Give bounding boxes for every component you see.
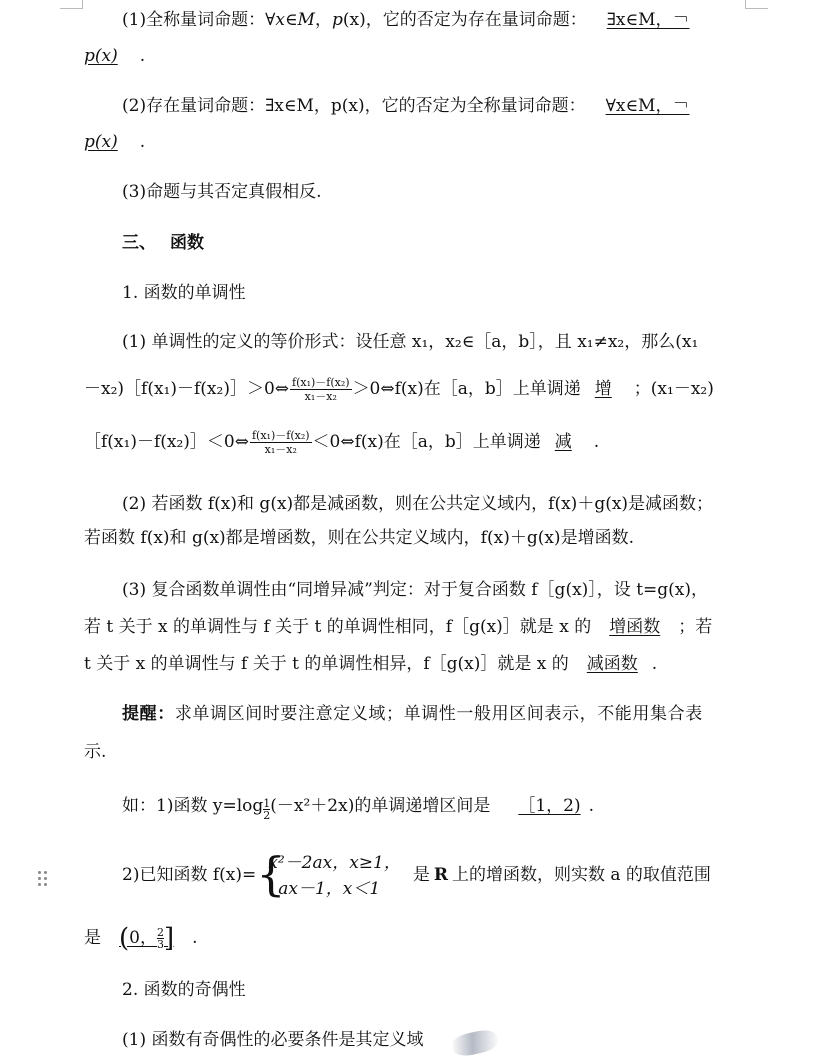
mono1-line-2	[84, 375, 748, 403]
p2-text-a: (2)存在量词命题：∃x∈M，p(x)，它的否定为全称量词命题：	[122, 96, 586, 116]
drag-handle-icon[interactable]	[38, 871, 50, 889]
ex2-answer	[101, 923, 192, 954]
ex1-answer: ［1，2)	[518, 796, 581, 816]
mono3-line-3	[84, 650, 748, 678]
paragraph-2-line-1	[122, 92, 748, 120]
answer-increasing: 增	[594, 379, 612, 399]
frac-denominator-2: x₁－x₂	[264, 443, 297, 456]
p1-answer-line-1: ∃x∈M，￢	[606, 10, 690, 30]
mono1-l3-a: ［f(x₁)－f(x₂)］＜0⇔	[84, 432, 249, 452]
difference-quotient-fraction	[290, 376, 352, 403]
answer-increasing-function: 增函数	[609, 617, 661, 637]
p2-answer-line-1: ∀x∈M，￢	[605, 96, 690, 116]
p1-px-arg: (x)	[342, 10, 366, 30]
frac-numerator: f(x₁)－f(x₂)	[292, 376, 350, 389]
section-number: 三、	[122, 233, 156, 253]
mono1-l2-b: ＞0⇔f(x)在［a，b］上单调递	[352, 379, 581, 399]
example-2-line-2	[84, 918, 748, 959]
answer-decreasing: 减	[554, 432, 572, 452]
ans-open-paren: (	[119, 923, 130, 954]
p1-end: .	[139, 46, 146, 66]
mono3-l2-a: 若 t 关于 x 的单调性与 f 关于 t 的单调性相同，f［g(x)］就是 x 的	[84, 617, 592, 637]
piecewise-case-2: ax－1，x＜1	[278, 878, 381, 899]
piecewise-case-1: x²－2ax，x≥1，	[268, 852, 401, 873]
paragraph-1-line-2	[84, 42, 748, 70]
ans-frac-num: 2	[156, 926, 164, 939]
ans-frac-den: 3	[156, 938, 164, 951]
example-1	[122, 792, 748, 821]
mono1-end: .	[593, 432, 600, 452]
paragraph-3: (3)命题与其否定真假相反.	[122, 182, 322, 202]
answer-decreasing-function: 减函数	[586, 654, 638, 674]
piecewise-function	[256, 846, 401, 902]
ex2-end: .	[192, 928, 198, 948]
ex1-end: .	[588, 796, 595, 816]
ex2-a: 2)已知函数 f(x)=	[122, 865, 257, 885]
subheading-monotonicity: 1. 函数的单调性	[122, 283, 246, 303]
margin-corner-mark-left	[60, 0, 83, 9]
example-2-line-1	[122, 847, 748, 903]
real-numbers-symbol: R	[433, 865, 448, 885]
margin-corner-mark-right	[745, 0, 768, 9]
mono1-l3-b: ＜0⇔f(x)在［a，b］上单调递	[312, 432, 541, 452]
p1-text-b: ，它的否定为存在量词命题：	[365, 10, 587, 30]
p1-answer-line-2: p(x)	[84, 46, 118, 66]
frac-numerator-2: f(x₁)－f(x₂)	[251, 429, 310, 442]
p1-in: ∈	[284, 10, 298, 30]
paragraph-1-line-1	[122, 6, 748, 34]
p2-end: .	[139, 132, 146, 152]
mono1-l2-a: －x₂)［f(x₁)－f(x₂)］＞0⇔	[84, 379, 290, 399]
ex1-b: (－x²＋2x)的单调递增区间是	[270, 796, 491, 816]
mono3-end: .	[651, 654, 658, 674]
p1-m: M	[297, 10, 315, 30]
p1-comma: ，	[314, 10, 332, 30]
ex2-l2-a: 是	[84, 928, 101, 948]
ans-fraction	[157, 927, 164, 950]
p1-text-a: (1)全称量词命题：∀	[122, 10, 276, 30]
paragraph-2-line-2	[84, 128, 748, 156]
tip-label: 提醒：	[122, 704, 175, 724]
ex2-c: 上的增函数，则实数 a 的取值范围	[451, 865, 711, 885]
tip-line-2: 示.	[84, 742, 107, 762]
ex1-a: 如：1)函数 y=log	[122, 796, 264, 816]
mono3-l2-b: ；若	[678, 617, 713, 637]
mono1-l2-c: ；(x₁－x₂)	[633, 379, 714, 399]
frac-denominator: x₁－x₂	[304, 390, 337, 403]
ans-close-bracket: ]	[163, 923, 175, 954]
p1-p: p	[331, 10, 343, 30]
mono3-line-1: (3) 复合函数单调性由“同增异减”判定：对于复合函数 f［g(x)］，设 t=g(x)，	[122, 580, 709, 600]
mono3-l3-a: t 关于 x 的单调性与 f 关于 t 的单调性相异，f［g(x)］就是 x 的	[84, 654, 569, 674]
difference-quotient-fraction-2	[250, 429, 312, 456]
subheading-parity: 2. 函数的奇偶性	[122, 980, 246, 1000]
p2-answer-line-2: p(x)	[84, 132, 118, 152]
p1-x: x	[275, 10, 285, 30]
mono1-line-1: (1) 单调性的定义的等价形式：设任意 x₁，x₂∈［a，b］，且 x₁≠x₂，那么(x₁	[122, 332, 699, 352]
ex2-b: 是	[412, 865, 430, 885]
ans-zero: 0，	[129, 928, 157, 948]
parity-line-1: (1) 函数有奇偶性的必要条件是其定义域	[122, 1030, 424, 1050]
section-heading	[122, 229, 748, 257]
log-base-den: 2	[263, 809, 271, 822]
mono2-line-2: 若函数 f(x)和 g(x)都是增函数，则在公共定义域内，f(x)＋g(x)是增函数.	[84, 528, 634, 548]
section-title: 函数	[170, 233, 204, 253]
tip-line-1	[122, 700, 748, 728]
left-brace: {	[256, 846, 286, 901]
mono1-line-3	[84, 428, 748, 456]
mono2-line-1: (2) 若函数 f(x)和 g(x)都是减函数，则在公共定义域内，f(x)＋g(x)是减函数；	[122, 494, 714, 514]
tip-text: 求单调区间时要注意定义域；单调性一般用区间表示，不能用集合表	[174, 704, 703, 724]
mono3-line-2	[84, 613, 748, 641]
log-base-num: 1	[263, 797, 271, 810]
